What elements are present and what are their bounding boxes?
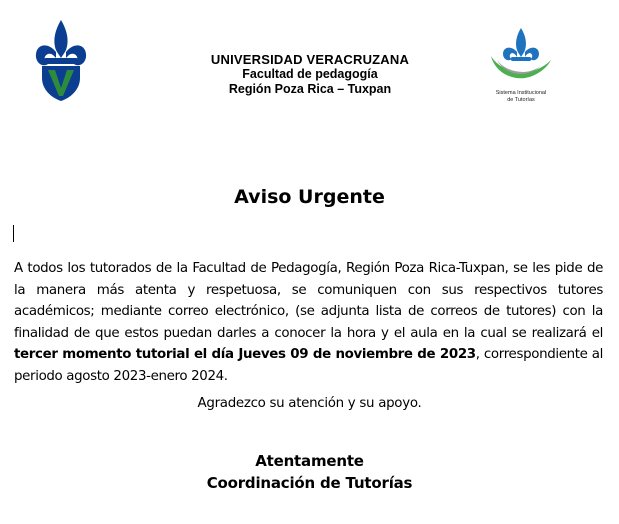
text-cursor (13, 225, 14, 242)
university-name: UNIVERSIDAD VERACRUZANA (210, 52, 410, 67)
tutorias-logo (485, 26, 557, 112)
uv-logo (34, 18, 88, 102)
notice-body (14, 258, 603, 387)
tutorias-caption (485, 90, 557, 103)
tutorias-flor-de-lis-icon (485, 26, 557, 88)
region-name: Región Poza Rica – Tuxpan (228, 82, 392, 96)
body-part2: , correspondiente al periodo agosto 2023-enero 2024. (14, 347, 603, 384)
tutorias-caption-line2: de Tutorías (507, 96, 535, 103)
faculty-name: Facultad de pedagogía (242, 67, 378, 81)
tutorias-caption-line1: Sistema Institucional (495, 90, 547, 96)
thanks-line: Agradezco su atención y su apoyo. (197, 396, 422, 411)
flor-de-lis-icon (34, 18, 88, 102)
institution-header (180, 52, 440, 97)
signature-line1: Atentamente (255, 452, 364, 470)
body-bold: tercer momento tutorial el día Jueves 09 de noviembre de 2023 (14, 347, 476, 362)
notice-title: Aviso Urgente (234, 186, 385, 208)
body-part1: A todos los tutorados de la Facultad de Pedagogía, Región Poza Rica-Tuxpan, se les pide de la manera más atenta y respetuosa, se comuniquen con sus respectivos tutores académicos; mediante correo electrónico, (se adjunta lista de correos de tutores) con la finalidad de que estos puedan darles a conocer la hora y el aula en la cual se realizará el (14, 261, 603, 341)
signature-line2: Coordinación de Tutorías (206, 474, 413, 492)
signature-block (0, 450, 619, 494)
